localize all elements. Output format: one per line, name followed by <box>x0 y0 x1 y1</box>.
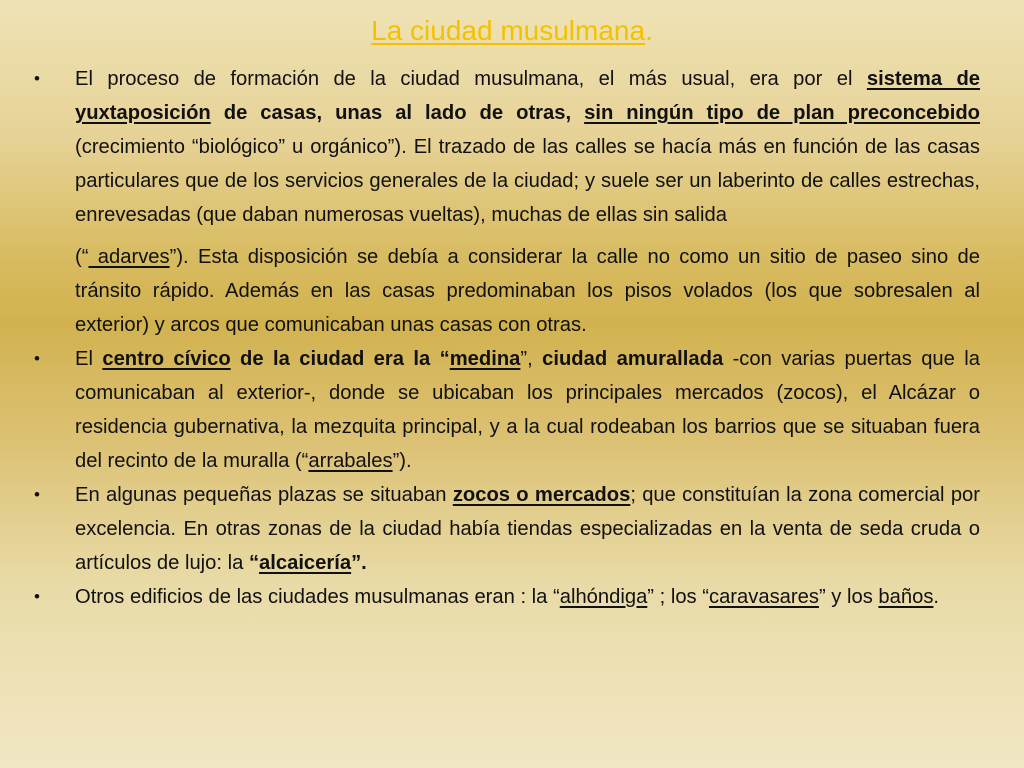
text-run: medina <box>449 348 521 370</box>
bullet-paragraph <box>75 342 980 478</box>
text-run: ” ; los “ <box>647 586 709 608</box>
text-run: ”, <box>520 348 543 370</box>
text-run: yuxtaposición <box>75 102 211 124</box>
text-run: centro cívico <box>102 348 231 370</box>
text-run: baños <box>878 586 934 608</box>
text-run: alcaicería <box>259 552 352 574</box>
text-run: (“ <box>75 246 89 268</box>
bullet-marker: • <box>34 587 40 606</box>
text-run: ciudad amurallada <box>542 348 724 370</box>
bullet-paragraph <box>75 240 980 342</box>
text-run: . <box>933 586 940 608</box>
bullet-item <box>34 478 980 580</box>
bullet-marker: • <box>34 69 40 88</box>
text-run: ” y los <box>818 586 879 608</box>
text-run: zocos o mercados <box>452 484 631 506</box>
bullet-item <box>34 580 980 614</box>
text-run: En algunas pequeñas plazas se situaban <box>75 484 453 506</box>
text-run: sistema de <box>866 68 981 90</box>
bullet-paragraph <box>75 62 980 232</box>
text-run: El proceso de formación de la ciudad musulmana, el más usual, era por el <box>75 68 867 90</box>
text-run: sin ningún tipo de plan preconcebido <box>584 102 981 124</box>
text-run: ”). Esta disposición se debía a considerar la calle no como un sitio de paseo sino de tránsito rápido. Además en las casas predominaban los pisos volados (los que sobresalen al exterior) y arcos que comunicaban unas casas con otras. <box>75 246 980 336</box>
text-run: ”). <box>392 450 412 472</box>
bullet-marker: • <box>34 485 40 504</box>
slide-title-period: . <box>645 15 653 46</box>
bullet-marker: • <box>34 349 40 368</box>
bullet-list <box>34 62 980 614</box>
text-run: Otros edificios de las ciudades musulmanas eran : la “ <box>75 586 560 608</box>
bullet-item <box>34 342 980 478</box>
text-run: alhóndiga <box>559 586 648 608</box>
text-run: de la ciudad era la “ <box>230 348 450 370</box>
text-run: ; que constituían la zona comercial por excelencia. En otras zonas de la ciudad había tiendas especializadas en la venta de seda cruda o artículos de lujo: la <box>75 484 980 574</box>
slide-title <box>0 13 1024 49</box>
text-run: -con varias puertas que la comunicaban al exterior-, donde se ubicaban los principales mercados (zocos), el Alcázar o residencia gubernativa, la mezquita principal, y a la cual rodeaban los barrios que se situaban fuera del recinto de la muralla (“ <box>75 348 980 472</box>
bullet-paragraph <box>75 478 980 580</box>
text-run: adarves <box>88 246 170 268</box>
text-run: (crecimiento “biológico” u orgánico”). El trazado de las calles se hacía más en función de las casas particulares que de los servicios generales de la ciudad; y suele ser un laberinto de calles estrechas, enrevesadas (que daban numerosas vueltas), muchas de ellas sin salida <box>75 136 980 226</box>
text-run: ”. <box>351 552 367 574</box>
text-run: “ <box>248 552 260 574</box>
text-run: caravasares <box>708 586 819 608</box>
text-run: de casas, unas al lado de otras, <box>210 102 585 124</box>
bullet-paragraph <box>75 580 980 614</box>
text-run: arrabales <box>308 450 393 472</box>
text-run: El <box>75 348 103 370</box>
bullet-item <box>34 62 980 342</box>
slide-title-text: La ciudad musulmana <box>371 15 646 46</box>
